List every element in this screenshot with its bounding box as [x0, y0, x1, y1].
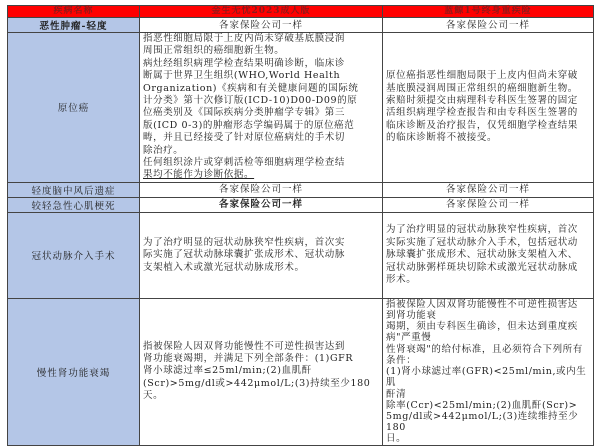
disease-name: 较轻急性心肌梗死	[8, 197, 140, 212]
disease-name: 恶性肿瘤-轻度	[8, 18, 140, 33]
text-line: (1)肾小球滤过率(GFR)<25ml/min,或内生肌	[386, 366, 587, 389]
text-line: 条件：	[386, 354, 417, 366]
text-line: 为了治疗明显的冠状动脉狭窄性疾病，首次	[386, 224, 578, 236]
text-line: 临床诊断及治疗报告，仅凭细胞学检查结果	[386, 119, 578, 131]
product-2-value: 各家保险公司一样	[383, 182, 594, 197]
text-line: 病灶经组织病理学检查结果明确诊断，临床诊	[143, 57, 346, 69]
text-line: 5mg/dl或>442μmol/L;(3)连续维持至少180	[386, 410, 579, 434]
text-line: 到肾功能衰	[386, 310, 437, 322]
text-line: 活组织病理学检查报告和由专科医生签署的	[386, 107, 578, 119]
text-line: 位癌类别及《国际疾病分类肿瘤学专辑》第三	[143, 107, 346, 119]
text-line: 版(ICD 0-3)的肿瘤形态学编码属于的原位癌范	[143, 119, 355, 131]
disease-name: 原位癌	[8, 33, 140, 183]
product-2-definition	[383, 212, 594, 298]
text-line: 指被保险人因双肾功能慢性不可逆性损害达到	[143, 340, 346, 352]
table-row	[8, 182, 594, 197]
product-2-value: 各家保险公司一样	[383, 197, 594, 212]
text-line: 竭期，须由专科医生确诊，但未达到重度疾	[386, 321, 578, 333]
text-line: 肾小球滤过率≤25ml/min;(2)血肌酐	[143, 365, 312, 377]
product-1-definition	[140, 212, 383, 298]
product-2-definition	[383, 33, 594, 183]
disease-name: 冠状动脉介入手术	[8, 212, 140, 298]
product-2-value: 各家保险公司一样	[383, 18, 594, 33]
text-line: 指恶性细胞局限于上皮内尚未穿破基底膜浸润	[143, 33, 346, 44]
text-line: 除率(Ccr)<25ml/min;(2)血肌酐(Scr)>	[386, 399, 578, 411]
text-line: 脉球囊扩张成形术、冠状动脉支架植入术、	[386, 249, 578, 261]
text-line: 原位癌指恶性细胞局限于上皮内但尚未穿破	[386, 70, 578, 82]
text-line: 日。	[386, 433, 407, 445]
table-row	[8, 18, 594, 33]
text-line: 除治疗。	[143, 144, 184, 156]
header-row	[8, 6, 594, 18]
text-line: 性肾衰竭"的给付标准，且必须符合下列所有	[386, 343, 583, 355]
header-product-2: 蓝鲸1号终身重疾险	[383, 6, 594, 18]
text-line: 实际实施了冠状动脉介入手术，包括冠状动	[386, 236, 578, 248]
product-1-definition	[140, 298, 383, 445]
header-product-1: 金生无忧2023成人版	[140, 6, 383, 18]
text-line: 形术。	[386, 273, 417, 285]
text-line: 际实施了冠状动脉球囊扩张成形术、冠状动脉	[143, 249, 346, 261]
product-1-value: 各家保险公司一样	[140, 197, 383, 212]
text-line: 基底膜浸润周围正常组织的癌细胞新生物。	[386, 82, 578, 94]
text-line: (Scr)>5mg/dl或>442μmol/L;(3)持续至少180	[143, 377, 371, 389]
text-line: 酐清	[386, 388, 407, 400]
text-line: 冠状动脉粥样斑块切除术或激光冠状动脉成	[386, 261, 578, 273]
disease-name: 慢性肾功能衰竭	[8, 298, 140, 445]
disease-name: 轻度脑中风后遗症	[8, 182, 140, 197]
product-1-definition	[140, 33, 383, 183]
text-line: 肾功能衰竭期，并满足下列全部条件：(1)GFR	[143, 353, 354, 365]
table-row	[8, 298, 594, 445]
table-row	[8, 212, 594, 298]
text-line: 断属于世界卫生组织(WHO,World Health	[143, 70, 341, 82]
text-line: 畴，并且已经接受了针对原位癌病灶的手术切	[143, 132, 346, 144]
product-1-value: 各家保险公司一样	[140, 182, 383, 197]
text-line: 天。	[143, 390, 164, 402]
text-line: 计分类》第十次修订版(ICD-10)D00-D09的原	[143, 95, 358, 107]
text-line: 的临床诊断将不被接受。	[386, 132, 498, 144]
text-line: 周围正常组织的癌细胞新生物。	[143, 45, 285, 57]
text-line: 指被保险人因双肾功能慢性不可逆性损害达	[386, 298, 578, 310]
product-1-value: 各家保险公司一样	[140, 18, 383, 33]
text-line: 为了治疗明显的冠状动脉狭窄性疾病，首次实	[143, 236, 346, 248]
text-line: Organization)《疾病和有关健康问题的国际统	[143, 82, 359, 94]
table-row	[8, 197, 594, 212]
table-row	[8, 33, 594, 183]
comparison-table	[7, 5, 594, 446]
text-line: 病"严重慢	[386, 332, 432, 344]
text-line: 果均不能作为诊断依据。	[143, 169, 255, 181]
text-line: 任何组织涂片或穿刺活检等细胞病理学检查结	[143, 157, 346, 169]
text-line: 支架植入术或激光冠状动脉成形术。	[143, 261, 305, 273]
text-line: 索赔时须提交由病理科专科医生签署的固定	[386, 95, 578, 107]
product-2-definition	[383, 298, 594, 445]
header-disease-name: 疾病名称	[8, 6, 140, 18]
